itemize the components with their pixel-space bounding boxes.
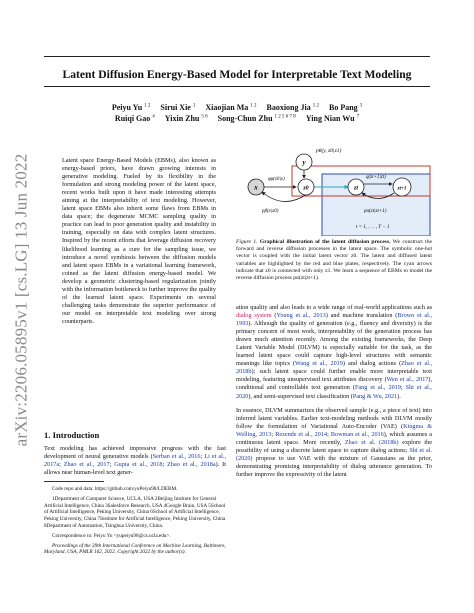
author: Baoxiong Jia $^{1 2}$ (266, 103, 319, 112)
footnote-correspondence: Correspondence to: Peiyu Yu <yupeiyu98@cs.ucla.edu>. (52, 532, 171, 539)
author: Ying Nian Wu $^7$ (305, 114, 360, 123)
author: Song-Chun Zhu $^{1 2 5 6 7 8}$ (217, 114, 296, 123)
label-range: t = 1, . . . , T − 1 (356, 225, 390, 230)
paper-title: Latent Diffusion Energy-Based Model for Interpretable Text Modeling (62, 68, 412, 81)
citation-link[interactable]: Wang et al., 2019 (295, 360, 343, 368)
svg-text:z0: z0 (303, 185, 309, 192)
footnote-affiliations: 1Department of Computer Science, UCLA, USA 2Beijing Institute for General Artificial Intelligence, China 3Salesforce Research, USA 4Google Brain, USA 5School of Artificial Intelligence, Peking University, China 6School of Artificial Intelligence, Peking University, China 7Institute for Artificial Intelligence, Peking University, China 8Department of Automation, Tsinghua University, China. (44, 495, 226, 529)
citation-link[interactable]: Brown et al., 1993 (236, 312, 432, 328)
inline-link[interactable]: dialog system (236, 312, 272, 320)
footnotes (44, 486, 226, 559)
citation-link[interactable]: Shi et al. (2020) (236, 446, 432, 462)
citation-link[interactable]: Gupta et al., 2018 (114, 461, 163, 469)
citation-link[interactable]: Shi et al., 2020 (236, 384, 432, 400)
node-zt1 (393, 178, 411, 196)
author: Xiaojian Ma $^{1 2}$ (205, 103, 257, 112)
citation-link[interactable]: Zhao et al. (2018b) (344, 438, 399, 446)
footnote-code: Code repo and data: https://github.com/yuPeiyu98/LDEBM. (52, 486, 178, 492)
right-column-text (236, 304, 432, 485)
title-rule-top (44, 56, 430, 57)
footnote-proceedings: Proceedings of the 39th International Conference on Machine Learning, Baltimore, Maryland, USA, PMLR 162, 2022. Copyright 2022 by the author(s). (44, 542, 226, 556)
paragraph: In essence, DLVM summarizes the observed sample (e.g., a piece of text) into inferred latent variables. Earlier text-modeling methods with DLVM mostly follow the formulation of Variational Auto-Encoder (VAE) (Kingma & Welling, 2013; Rezende et al., 2014; Bowman et al., 2016), which assumes a continuous latent space. More recently, Zhao et al. (2018b) explore the possibility of using a discrete latent space to capture dialog actions; Shi et al. (2020) propose to use VAE with the mixture of Gaussians as the prior, demonstrating promising interpretability of dialog utterance generation. To further improve the expressivity of the latent (236, 406, 433, 478)
footnote-rule (44, 481, 104, 482)
citation-link[interactable]: Zhao et al., 2017 (63, 461, 110, 469)
intro-paragraph: Text modeling has achieved impressive progress with the fast development of neural generative models (Serban et al., 2016; Li et al., 2017a; Zhao et al., 2017; Gupta et al., 2018; Zhao et al., 2018a). It allows near human-level text gener- (44, 445, 226, 477)
citation-link[interactable]: Bowman et al., 2016 (330, 430, 384, 438)
label-pa: pα(zt|zt+1) (364, 209, 387, 214)
node-zt (348, 179, 364, 195)
author: Bo Pang $^3$ (328, 103, 363, 112)
label-py: pθ(y, z0|z1) (316, 148, 342, 154)
edge-z0-x (262, 192, 307, 202)
figure-graphical-model (234, 140, 434, 236)
label-q0: qφ(z0|x) (268, 177, 285, 182)
figure-caption: Figure 1. Graphical illustration of the latent diffusion process. We construct the forward and reverse diffusion processes in the latent space. The symbolic one-hot vector is coupled with the initial latent vector z0. The latent and diffused latent variables are highlighted by the red and blue plates, respectively. The cyan arrows indicate that z0 is connected with only z1. We learn a sequence of EBMs to model the reverse diffusion process pα(zt|zt+1). (236, 239, 432, 282)
author: Yixin Zhu $^{5 6}$ (164, 114, 208, 123)
citation-link[interactable]: Zhao et al., 2018b (236, 360, 433, 376)
author-line-2 (40, 114, 434, 123)
citation-link[interactable]: Zhao et al., 2018a (167, 461, 216, 469)
svg-text:y: y (302, 158, 306, 167)
citation-link[interactable]: Li et al., 2017a (44, 453, 226, 469)
node-z0 (298, 179, 314, 195)
node-x (248, 179, 264, 195)
author: Peiyu Yu $^{1 2}$ (111, 103, 151, 112)
citation-link[interactable]: Kingma & Welling, 2013 (236, 422, 433, 438)
author: Ruiqi Gao $^4$ (114, 114, 155, 123)
author-line-1 (40, 103, 434, 112)
citation-link[interactable]: Rezende et al., 2014 (275, 430, 328, 438)
paragraph: ation quality and also leads to a wide range of real-world applications such as dialog system (Young et al., 2013) and machine translation (Brown et al., 1993). Although the quality of generation (e.g., fluency and diversity) is the primary concern of most work, interpretability of the generation process has drawn much attention recently. Among the existing frameworks, the Deep Latent Variable Model (DLVM) is especially suitable for the task, as the learned latent space could capture high-level structures with semantic meanings like topics (Wang et al., 2019) and dialog actions (Zhao et al., 2018b); such latent space could further enable more interpretable text modeling, featuring unsupervised text attributes discovery (Wen et al., 2017), conditional and controllable text generation (Fang et al., 2019; Shi et al., 2020), and semi-supervised text classification (Pang & Wu, 2021). (236, 304, 433, 400)
arxiv-side-stamp: arXiv:2206.05895v1 [cs.LG] 13 Jun 2022 (11, 153, 31, 447)
author: Sirui Xie $^1$ (160, 103, 196, 112)
label-qt: q(zt+1|zt) (366, 175, 386, 180)
citation-link[interactable]: Serban et al., 2016 (152, 453, 201, 461)
svg-text:zt: zt (353, 185, 359, 192)
section-heading: 1. Introduction (44, 430, 100, 440)
node-y (296, 154, 312, 170)
title-rule-bottom (44, 86, 430, 87)
citation-link[interactable]: Fang et al., 2019 (354, 384, 401, 392)
citation-link[interactable]: Pang & Wu, 2021 (352, 392, 398, 400)
svg-text:zt+1: zt+1 (397, 186, 407, 192)
svg-text:x: x (254, 183, 258, 192)
citation-link[interactable]: Young et al., 2013 (276, 312, 326, 320)
citation-link[interactable]: Wen et al., 2017 (386, 376, 429, 384)
abstract: Latent space Energy-Based Models (EBMs), also known as energy-based priors, have drawn growing interests in generative modeling. Fueled by its flexibility in the formulation and strong modeling power of the latent space, recent works built upon it have made interesting attempts aiming at the interpretability of text modeling. However, latent space EBMs also inherit some flaws from EBMs in data space; the degenerate MCMC sampling quality in practice can lead to poor generation quality and instability in training, especially on data with complex latent structures. Inspired by the recent efforts that leverage diffusion recovery likelihood learning as a cure for the sampling issue, we introduce a novel symbiosis between the diffusion models and latent space EBMs in a variational learning framework, coined as the latent diffusion energy-based model. We develop a geometric clustering-based regularization jointly with the information bottleneck to further improve the quality of the learned latent space. Experiments on several challenging tasks demonstrate the superior performance of our model on interpretable text modeling over strong counterparts. (62, 157, 216, 325)
label-pb: pβ(x|z0) (262, 209, 279, 214)
